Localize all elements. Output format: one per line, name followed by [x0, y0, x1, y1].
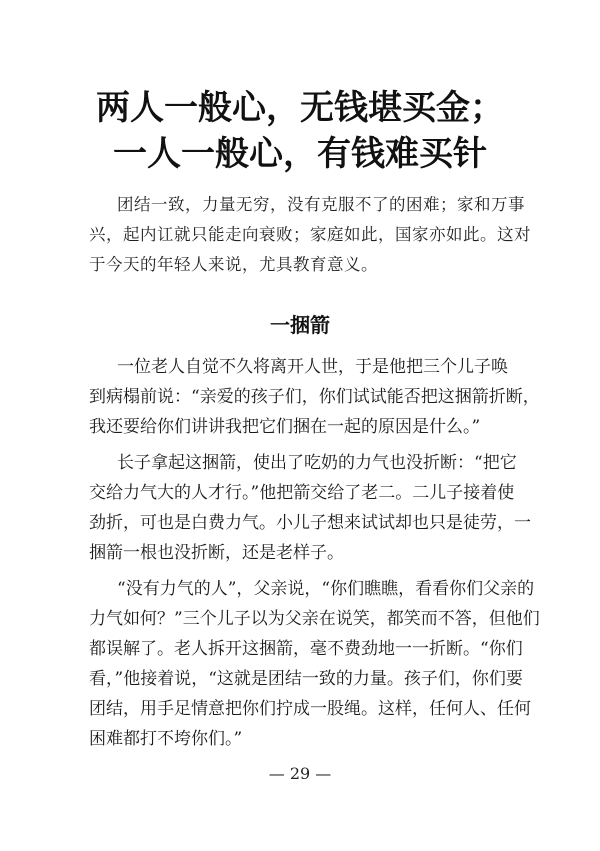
title-line-2: 一人一般心，有钱难买针	[113, 134, 487, 174]
section-title: 一捆箭	[270, 313, 330, 337]
body-line: 到病榻前说：“亲爱的孩子们，你们试试能否把这捆箭折断，	[89, 387, 540, 407]
intro-line-3: 于今天的年轻人来说，尤具教育意义。	[89, 255, 378, 274]
body-line: 我还要给你们讲讲我把它们捆在一起的原因是什么。”	[89, 417, 481, 437]
title-line-1: 两人一般心，无钱堪买金；	[96, 88, 504, 128]
body-line: 困难都打不垮你们。”	[89, 729, 243, 749]
page-number: — 29 —	[268, 764, 332, 783]
body-line: 团结，用手足情意把你们拧成一股绳。这样，任何人、任何	[89, 699, 531, 719]
intro-line-1: 团结一致，力量无穷，没有克服不了的困难；家和万事	[117, 195, 525, 214]
body-line: “没有力气的人”，父亲说，“你们瞧瞧，看看你们父亲的	[117, 579, 535, 599]
intro-line-2: 兴，起内讧就只能走向衰败；家庭如此，国家亦如此。这对	[89, 225, 531, 244]
body-line: 力气如何？”三个儿子以为父亲在说笑，都笑而不答，但他们	[89, 609, 540, 629]
body-line: 交给力气大的人才行。”他把箭交给了老二。二儿子接着使	[89, 483, 515, 503]
body-line: 看，”他接着说，“这就是团结一致的力量。孩子们，你们要	[89, 669, 523, 689]
body-line: 一位老人自觉不久将离开人世，于是他把三个儿子唤	[117, 357, 508, 377]
body-line: 都误解了。老人拆开这捆箭，毫不费劲地一一折断。“你们	[89, 639, 523, 659]
body-line: 劲折，可也是白费力气。小儿子想来试试却也只是徒劳，一	[89, 513, 531, 533]
body-line: 捆箭一根也没折断，还是老样子。	[89, 543, 344, 563]
body-line: 长子拿起这捆箭，使出了吃奶的力气也没折断：“把它	[117, 453, 517, 473]
